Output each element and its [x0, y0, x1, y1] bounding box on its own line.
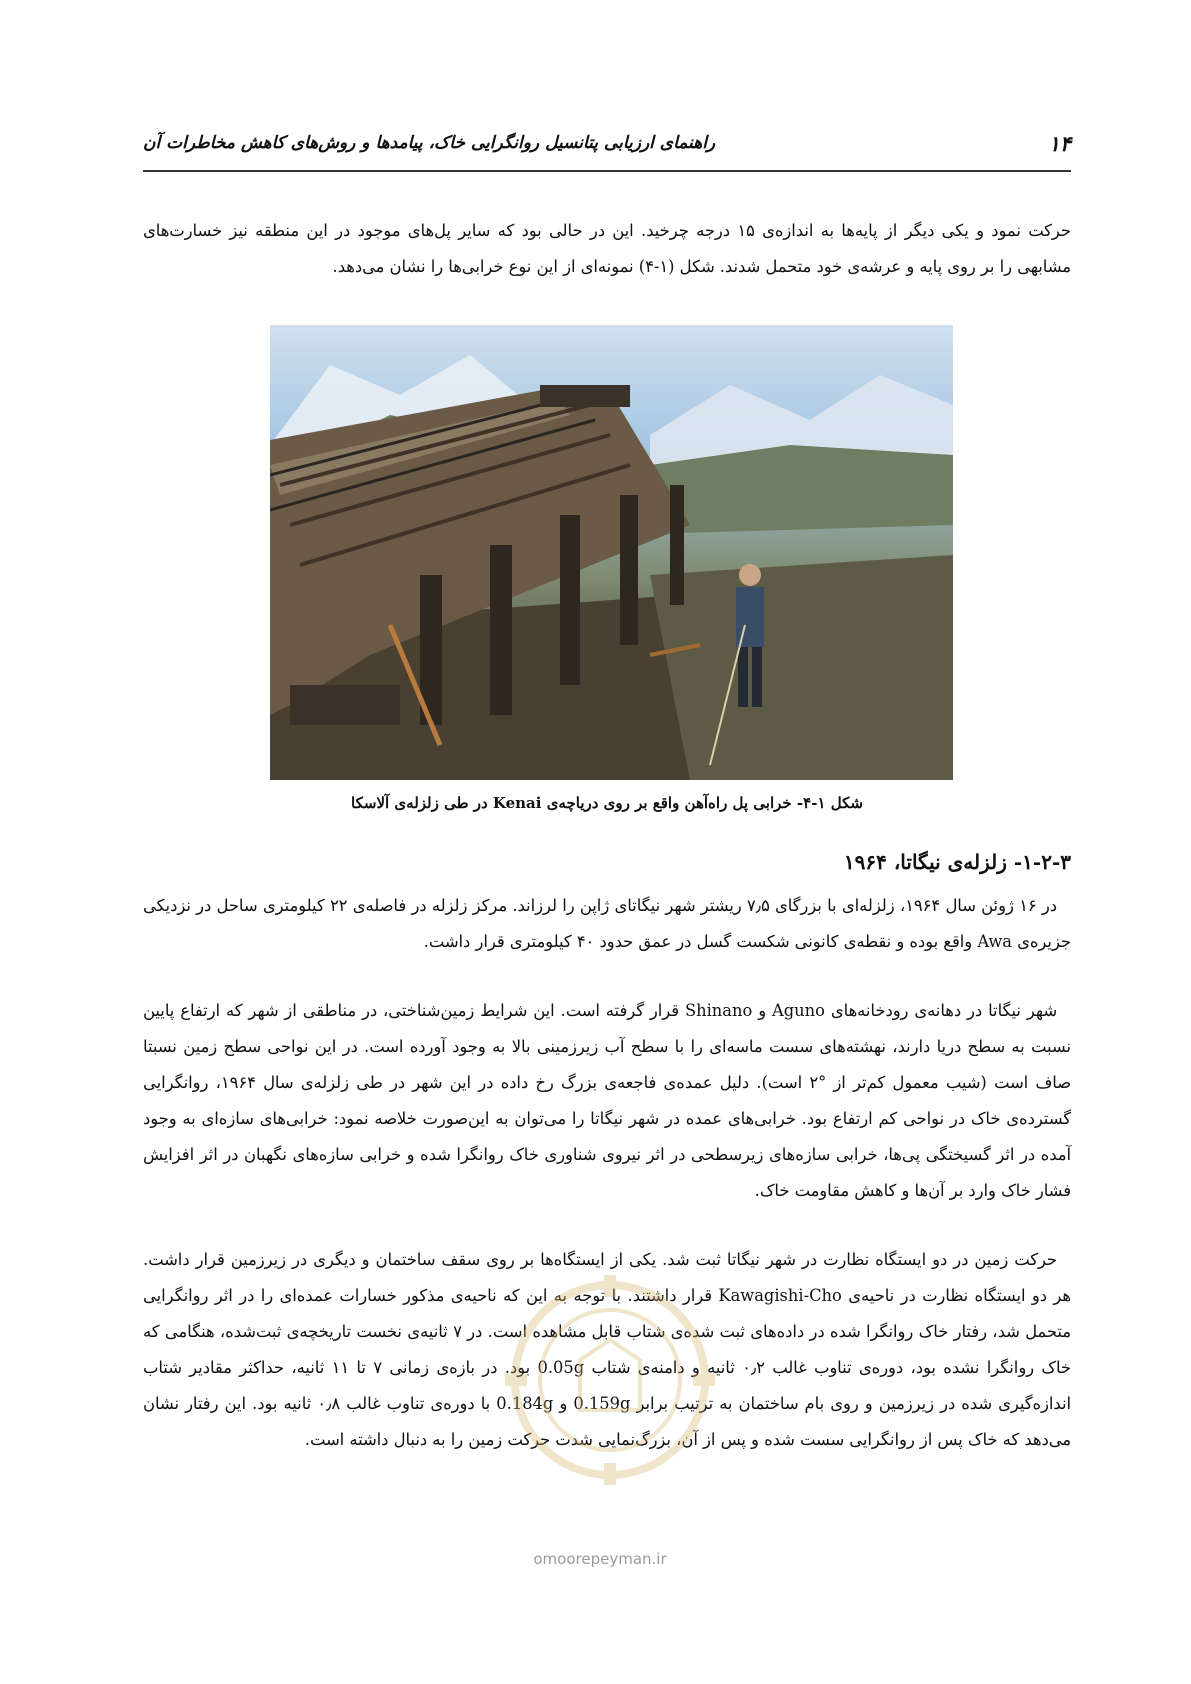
section-heading: ۱-۲-۳- زلزله‌ی نیگاتا، ۱۹۶۴: [843, 850, 1071, 874]
bridge-damage-photo: [270, 325, 953, 780]
page-number: ۱۴: [1048, 130, 1071, 156]
paragraph-niigata-geology: [143, 993, 1071, 1209]
watermark-text: omoorepeyman.ir: [533, 1550, 667, 1568]
paragraph-niigata-intro-text: در ۱۶ ژوئن سال ۱۹۶۴، زلزله‌ای با بزرگای ۷٫۵ ریشتر شهر نیگاتای ژاپن را لرزاند. مرکز زلزله در فاصله‌ی ۲۲ کیلومتری ساحل در نزدیکی جزیره‌ی Awa واقع بوده و نقطه‌ی کانونی شکست گسل در عمق حدود ۴۰ کیلومتری قرار داشت.: [143, 896, 1071, 951]
bridge-photo-illustration: [270, 325, 953, 780]
paragraph-bridge-damage: حرکت نمود و یکی دیگر از پایه‌ها به اندازه‌ی ۱۵ درجه چرخید. این در حالی بود که سایر پل‌های موجود در این منطقه نیز خسارت‌های مشابهی را بر روی پایه و عرشه‌ی خود متحمل شدند. شکل (۱-۴) نمونه‌ای از این نوع خرابی‌ها را نشان می‌دهد.: [143, 221, 1071, 276]
watermark-emblem-icon: [500, 1260, 720, 1500]
paragraph-ground-motion-text: حرکت زمین در دو ایستگاه نظارت در شهر نیگاتا ثبت شد. یکی از ایستگاه‌ها بر روی سقف ساختمان و دیگری در زیرزمین قرار داشت. هر دو ایستگاه نظارت در ناحیه‌ی Kawagishi-Cho قرار داشتند. با توجه به این که ناحیه‌ی مذکور خسارات عمده‌ای را در اثر روانگرایی متحمل شد، رفتار خاک روانگرا شده در داده‌های ثبت شده‌ی شتاب قابل مشاهده است. در ۷ ثانیه‌ی نخست تاریخچه‌ی ثبت‌شده، هنگامی که خاک روانگرا نشده بود، دوره‌ی تناوب غالب ۰٫۲ ثانیه و دامنه‌ی شتاب 0.05g بود. در بازه‌ی زمانی ۷ تا ۱۱ ثانیه، حداکثر مقادیر شتاب اندازه‌گیری شده در زیرزمین و روی بام ساختمان به ترتیب برابر 0.159g و 0.184g با دوره‌ی تناوب غالب ۰٫۸ ثانیه بود. این رفتار نشان می‌دهد که خاک پس از روانگرایی سست شده و پس از آن، بزرگ‌نمایی شدت حرکت زمین را به دنبال داشته است.: [143, 1250, 1072, 1449]
header-rule: [143, 170, 1071, 172]
page-header: [143, 128, 1071, 158]
paragraph-niigata-intro: [143, 888, 1071, 960]
paragraph-niigata-geology-text: شهر نیگاتا در دهانه‌ی رودخانه‌های Aguno و Shinano قرار گرفته است. این شرایط زمین‌شناختی، در مناطقی از شهر که ارتفاع پایین نسبت به سطح دریا دارند، نهشته‌های سست ماسه‌ای را با سطح آب زیرزمینی بالا به وجود آورده است. در این نواحی سطح زمین نسبتا صاف است (شیب معمول کم‌تر از °۲ است). دلیل عمده‌ی فاجعه‌ی بزرگ رخ داده در این شهر در طی زلزله‌ی سال ۱۹۶۴، روانگرایی گسترده‌ی خاک در نواحی کم ارتفاع بود. خرابی‌های عمده در شهر نیگاتا را می‌توان به این‌صورت خلاصه نمود: خرابی‌های سازه‌ای به وجود آمده در اثر گسیختگی پی‌ها، خرابی سازه‌های زیرسطحی در اثر نیروی شناوری خاک روانگرا شده و خرابی سازه‌های نگهبان در اثر افزایش فشار خاک وارد بر آن‌ها و کاهش مقاومت خاک.: [143, 1001, 1071, 1200]
running-title: راهنمای ارزیابی پتانسیل روانگرایی خاک، پیامدها و روش‌های کاهش مخاطرات آن: [143, 133, 716, 153]
figure-caption: شکل ۱-۴- خرابی پل راه‌آهن واقع بر روی دریاچه‌ی Kenai در طی زلزله‌ی آلاسکا: [351, 794, 863, 812]
